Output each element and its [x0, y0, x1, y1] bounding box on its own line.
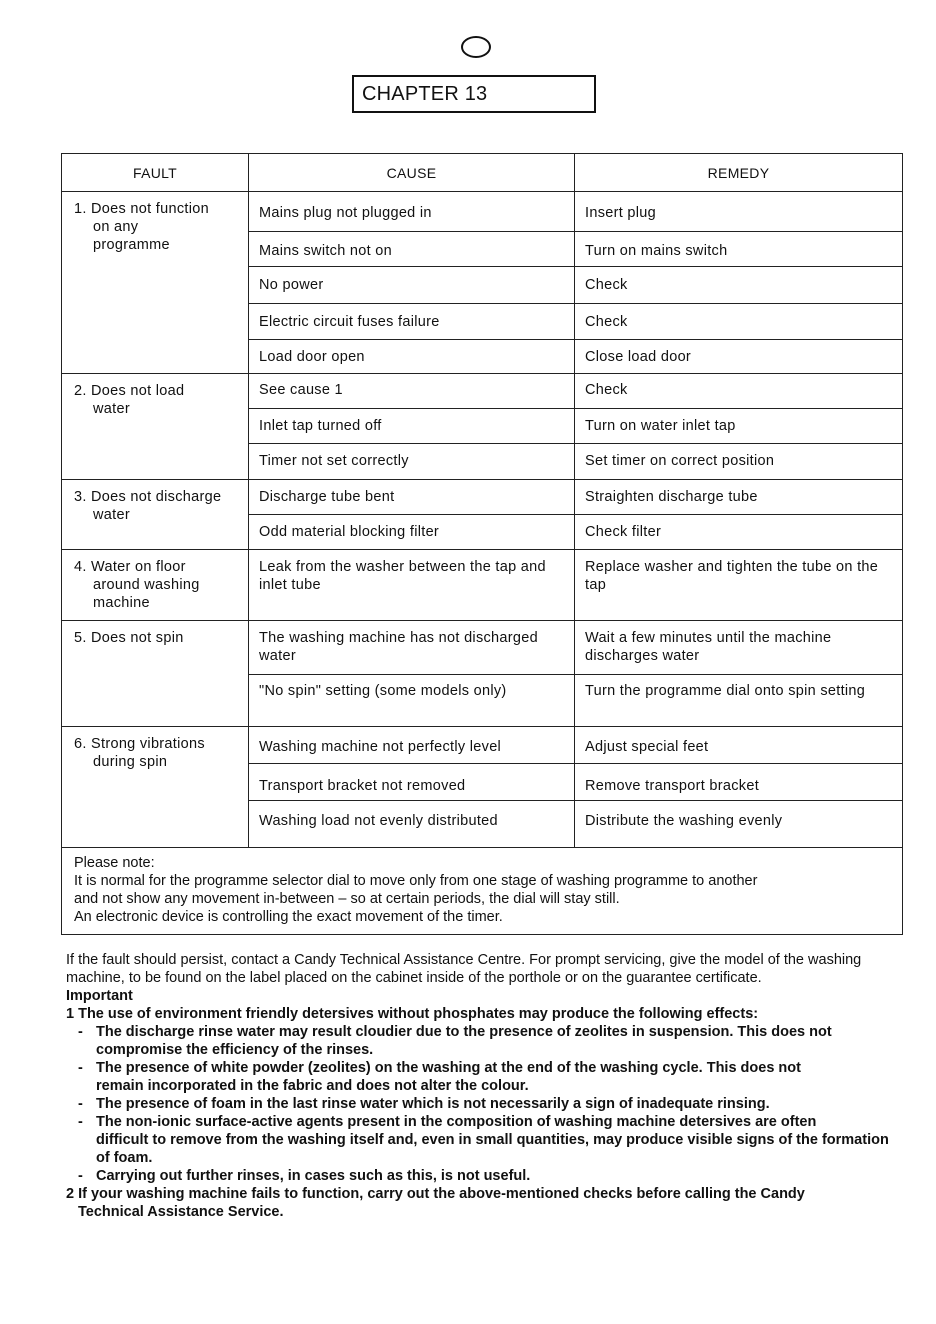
remedy-cell: Check: [575, 374, 903, 409]
fault-text: on any: [93, 219, 139, 235]
fault-text: 2. Does not load: [74, 383, 185, 399]
note-title: Please note:: [74, 855, 155, 871]
remedy-cell: Check: [575, 267, 903, 304]
table-row: [62, 727, 903, 764]
table-row: [62, 480, 903, 515]
note-line: It is normal for the programme selector dial to move only from one stage of washing programme to another: [74, 873, 758, 889]
list-item: - Carrying out further rinses, in cases such as this, is not useful.: [78, 1168, 531, 1184]
header-fault: FAULT: [62, 154, 249, 192]
list-item: - The presence of white powder (zeolites) on the washing at the end of the washing cycle. This does not remain incorporated in the fabric and does not alter the colour.: [78, 1060, 801, 1094]
point-2: 2 If your washing machine fails to function, carry out the above-mentioned checks before calling the Candy Technical Assistance Service.: [66, 1186, 805, 1220]
fault-text: during spin: [93, 754, 168, 770]
cause-cell: Mains switch not on: [249, 232, 575, 267]
table-row: [62, 192, 903, 232]
cause-cell: Washing load not evenly distributed: [249, 801, 575, 848]
body-text: [66, 951, 902, 1221]
table-row: [62, 550, 903, 621]
header-remedy: REMEDY: [575, 154, 903, 192]
fault-text: water: [93, 507, 130, 523]
fault-text: 4. Water on floor: [74, 559, 186, 575]
fault-cell: [62, 374, 249, 480]
table-row: [62, 621, 903, 675]
list-item: - The presence of foam in the last rinse water which is not necessarily a sign of inadequate rinsing.: [78, 1096, 770, 1112]
cause-cell: Mains plug not plugged in: [249, 192, 575, 232]
cause-cell: Timer not set correctly: [249, 444, 575, 480]
fault-cell: [62, 621, 249, 727]
intro-paragraph: If the fault should persist, contact a Candy Technical Assistance Centre. For prompt servicing, give the model of the washing machine, to be found on the label placed on the cabinet inside of the porthole or on the guarantee certificate.: [66, 952, 862, 986]
remedy-cell: Replace washer and tighten the tube on the tap: [575, 550, 903, 621]
fault-cell: [62, 480, 249, 550]
fault-text: programme: [93, 237, 170, 253]
note-row: [62, 848, 903, 935]
point-1: 1 The use of environment friendly detersives without phosphates may produce the following effects:: [66, 1006, 759, 1022]
fault-cell: [62, 727, 249, 848]
cause-cell: Transport bracket not removed: [249, 764, 575, 801]
cause-cell: The washing machine has not discharged water: [249, 621, 575, 675]
remedy-cell: Adjust special feet: [575, 727, 903, 764]
note-cell: [62, 848, 903, 935]
chapter-title: CHAPTER 13: [352, 75, 596, 113]
cause-cell: No power: [249, 267, 575, 304]
note-line: and not show any movement in-between – so at certain periods, the dial will stay still.: [74, 891, 620, 907]
fault-table: [61, 153, 903, 935]
remedy-cell: Turn on water inlet tap: [575, 409, 903, 444]
header-cause: CAUSE: [249, 154, 575, 192]
remedy-cell: Close load door: [575, 340, 903, 374]
fault-text: 5. Does not spin: [74, 630, 184, 646]
cause-cell: Inlet tap turned off: [249, 409, 575, 444]
important-heading: Important: [66, 988, 133, 1004]
cause-cell: Washing machine not perfectly level: [249, 727, 575, 764]
fault-text: 3. Does not discharge: [74, 489, 222, 505]
remedy-cell: Wait a few minutes until the machine discharges water: [575, 621, 903, 675]
table-row: [62, 374, 903, 409]
remedy-cell: Check: [575, 304, 903, 340]
cause-cell: Discharge tube bent: [249, 480, 575, 515]
remedy-cell: Turn the programme dial onto spin setting: [575, 675, 903, 727]
cause-cell: Odd material blocking filter: [249, 515, 575, 550]
fault-text: around washing: [93, 577, 200, 593]
remedy-cell: Check filter: [575, 515, 903, 550]
remedy-cell: Turn on mains switch: [575, 232, 903, 267]
fault-text: water: [93, 401, 130, 417]
cause-cell: "No spin" setting (some models only): [249, 675, 575, 727]
fault-text: 6. Strong vibrations: [74, 736, 205, 752]
cause-cell: Leak from the washer between the tap and inlet tube: [249, 550, 575, 621]
remedy-cell: Distribute the washing evenly: [575, 801, 903, 848]
table-header-row: [62, 154, 903, 192]
remedy-cell: Remove transport bracket: [575, 764, 903, 801]
fault-cell: [62, 192, 249, 374]
list-item: - The discharge rinse water may result cloudier due to the presence of zeolites in suspension. This does not compromise the efficiency of the rinses.: [78, 1024, 832, 1058]
fault-cell: [62, 550, 249, 621]
remedy-cell: Straighten discharge tube: [575, 480, 903, 515]
cause-cell: Electric circuit fuses failure: [249, 304, 575, 340]
note-line: An electronic device is controlling the exact movement of the timer.: [74, 909, 503, 925]
fault-text: 1. Does not function: [74, 201, 209, 217]
list-item: - The non-ionic surface-active agents present in the composition of washing machine detersives are often difficult to remove from the washing itself and, even in small quantities, may produce visible signs of the formation of foam.: [78, 1114, 889, 1166]
cause-cell: See cause 1: [249, 374, 575, 409]
remedy-cell: Insert plug: [575, 192, 903, 232]
remedy-cell: Set timer on correct position: [575, 444, 903, 480]
cause-cell: Load door open: [249, 340, 575, 374]
language-oval-icon: [461, 36, 491, 58]
fault-text: machine: [93, 595, 150, 611]
